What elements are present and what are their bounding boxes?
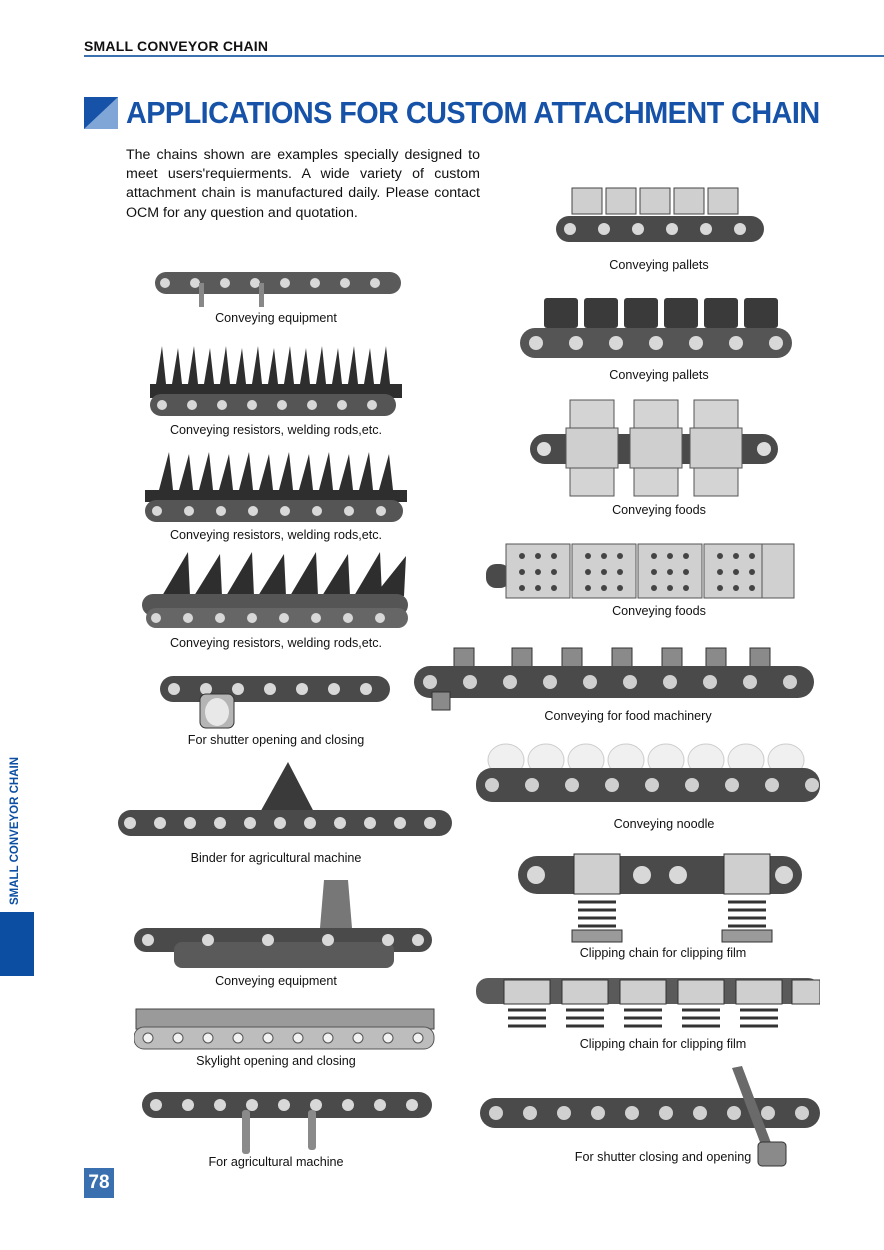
header-rule [84, 55, 884, 57]
chain-image-conveying-foods-perforated [486, 542, 796, 600]
chain-image-food-machinery [414, 646, 816, 712]
chain-image-binder [118, 760, 454, 844]
chain-image-conveying-resistors-2 [145, 446, 407, 524]
caption-left-1: Conveying equipment [215, 311, 337, 325]
side-section-label: SMALL CONVEYOR CHAIN [9, 756, 21, 905]
chain-image-skylight [134, 1007, 436, 1051]
page-number: 78 [84, 1168, 114, 1198]
caption-left-2: Conveying resistors, welding rods,etc. [169, 423, 383, 437]
caption-right-3: Conveying foods [612, 503, 706, 517]
caption-right-6: Conveying noodle [613, 817, 715, 831]
caption-left-4: Conveying resistors, welding rods,etc. [169, 636, 383, 650]
chain-image-conveying-pallets [556, 186, 766, 250]
chain-image-conveying-pallets-2 [520, 296, 794, 362]
chain-image-clipping-chain-2 [476, 974, 820, 1032]
caption-right-5: Conveying for food machinery [544, 709, 712, 723]
chain-image-conveying-resistors-3 [142, 548, 410, 632]
chain-image-conveying-foods [530, 398, 780, 498]
caption-left-9: For agricultural machine [208, 1155, 344, 1169]
caption-left-6: Binder for agricultural machine [190, 851, 362, 865]
chain-image-conveying-equipment [155, 268, 401, 308]
chain-image-conveying-resistors [150, 342, 402, 418]
caption-right-4: Conveying foods [612, 604, 706, 618]
caption-left-5: For shutter opening and closing [187, 733, 365, 747]
section-header: SMALL CONVEYOR CHAIN [84, 38, 269, 54]
caption-left-3: Conveying resistors, welding rods,etc. [169, 528, 383, 542]
caption-right-1: Conveying pallets [609, 258, 709, 272]
caption-left-8: Skylight opening and closing [196, 1054, 356, 1068]
page-title: APPLICATIONS FOR CUSTOM ATTACHMENT CHAIN [126, 95, 820, 130]
caption-right-2: Conveying pallets [609, 368, 709, 382]
caption-right-7: Clipping chain for clipping film [579, 946, 747, 960]
chain-image-conveying-equipment-tab [134, 878, 434, 970]
caption-right-9: For shutter closing and opening [574, 1150, 752, 1164]
chain-image-shutter [160, 672, 392, 730]
side-tab [0, 912, 34, 976]
caption-left-7: Conveying equipment [215, 974, 337, 988]
caption-right-8: Clipping chain for clipping film [579, 1037, 747, 1051]
chain-image-agricultural [142, 1090, 434, 1156]
intro-paragraph: The chains shown are examples specially designed to meet users'requierments. A wide variety of custom attachment chain is manufactured daily. Please contact OCM for any question and quotation. [126, 147, 480, 221]
chain-image-conveying-noodle [476, 742, 820, 806]
title-mark-icon [84, 97, 118, 129]
chain-image-clipping-chain [518, 852, 804, 944]
